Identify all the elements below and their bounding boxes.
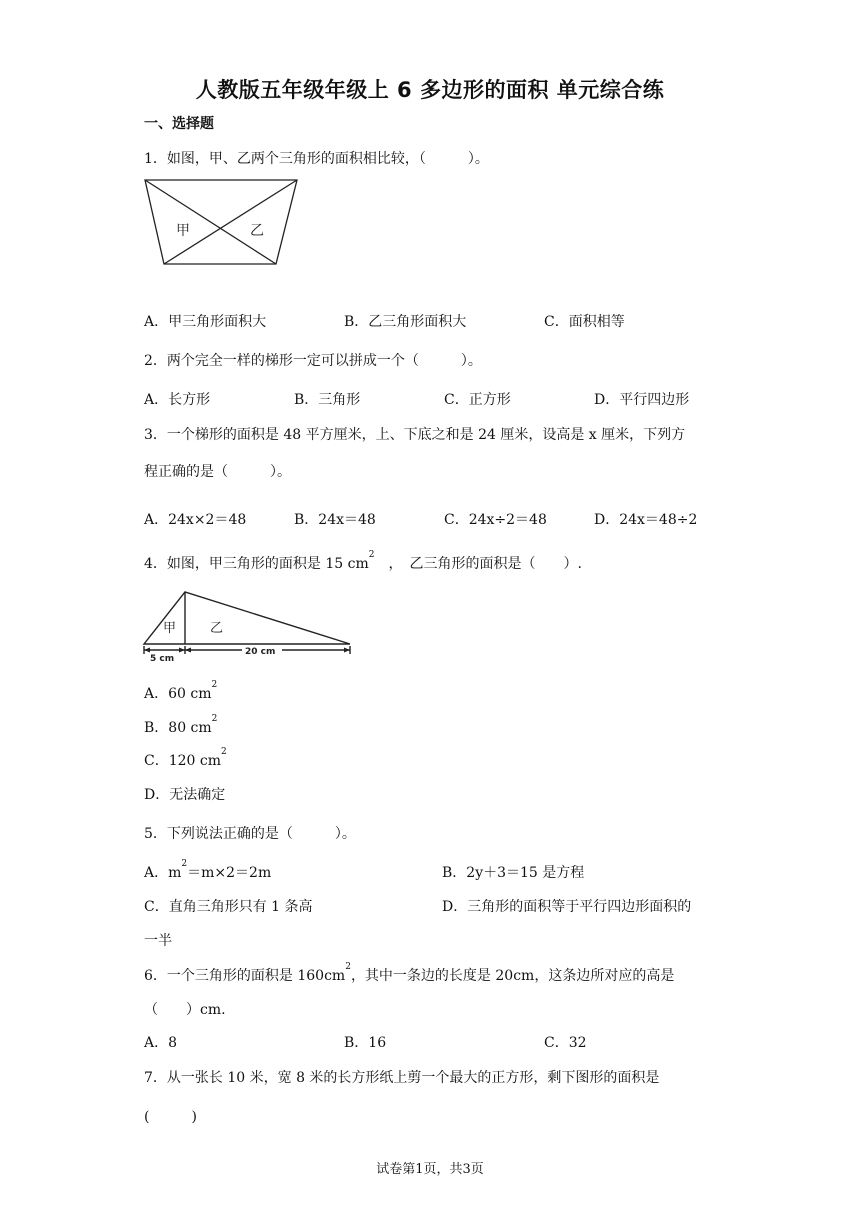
question-5-option-a: A．$m^2=m\times 2=2m$	[144, 859, 272, 881]
question-4-text: 4．如图，甲三角形的面积是 15 $cm^2$ ， 乙三角形的面积是（ ）.	[144, 550, 582, 572]
trapezoid-outline	[145, 180, 297, 264]
figure-label-yi: 乙	[250, 223, 264, 239]
question-4-option-a: A．60 $cm^2$	[144, 680, 218, 702]
question-4-option-b: B．80 $cm^2$	[144, 714, 218, 736]
superscript: 2	[368, 550, 375, 560]
question-3-option-b: B．24x＝48	[294, 512, 376, 528]
question-7-text-line-1: 7．从一张长 10 米，宽 8 米的长方形纸上剪一个最大的正方形，剩下图形的面积是	[144, 1070, 660, 1086]
question-5-option-d: D．三角形的面积等于平行四边形面积的	[442, 899, 692, 915]
dimension-label-20cm: 20 cm	[245, 647, 276, 657]
question-3-text-line-1: 3．一个梯形的面积是 48 平方厘米，上、下底之和是 24 厘米，设高是 x 厘米，下列方	[144, 427, 686, 443]
question-5-option-b: B．2y＋3＝15 是方程	[442, 865, 585, 881]
figure-label-jia: 甲	[163, 621, 177, 636]
question-2-text: 2．两个完全一样的梯形一定可以拼成一个（ ）。	[144, 353, 482, 369]
question-1-option-a: A．甲三角形面积大	[144, 314, 267, 330]
dimension-label-5cm: 5 cm	[150, 654, 175, 662]
triangle-outline	[144, 592, 350, 644]
question-5-text: 5．下列说法正确的是（ ）。	[144, 826, 356, 842]
diagonal-2	[164, 180, 297, 264]
question-6-text-line-2: （ ）cm.	[144, 1002, 226, 1018]
question-6-option-c: C．32	[544, 1035, 587, 1051]
question-6-option-b: B．16	[344, 1035, 387, 1051]
page-footer: 试卷第1页，共3页	[376, 1162, 484, 1177]
question-2-option-b: B．三角形	[294, 392, 361, 408]
diagonal-1	[145, 180, 276, 264]
question-2-option-d: D．平行四边形	[594, 392, 690, 408]
question-2-option-c: C．正方形	[444, 392, 511, 408]
page-title: 人教版五年级年级上 6 多边形的面积 单元综合练	[195, 78, 665, 102]
question-2-option-a: A．长方形	[144, 392, 211, 408]
question-1-figure	[144, 178, 300, 266]
question-6-text-line-1: 6．一个三角形的面积是 $160cm^2$，其中一条边的长度是 20cm，这条边所对应的高是	[144, 962, 675, 984]
question-3-option-d: D．24x＝48÷2	[594, 512, 698, 528]
question-4-option-d: D．无法确定	[144, 787, 226, 803]
question-7-text-line-2: ( )	[144, 1109, 197, 1125]
figure-label-yi: 乙	[210, 621, 224, 636]
question-1-option-c: C．面积相等	[544, 314, 625, 330]
question-3-option-c: C．24x÷2＝48	[444, 512, 547, 528]
question-3-option-a: A．24x×2＝48	[144, 512, 247, 528]
question-1-text: 1．如图，甲、乙两个三角形的面积相比较，（ ）。	[144, 151, 489, 167]
figure-label-jia: 甲	[176, 223, 190, 239]
question-5-option-c: C．直角三角形只有 1 条高	[144, 899, 313, 915]
question-6-option-a: A．8	[144, 1035, 178, 1051]
section-heading: 一、选择题	[144, 116, 214, 132]
question-4-option-c: C．120 $cm^2$	[144, 747, 227, 769]
question-4-figure	[142, 590, 354, 662]
question-1-option-b: B．乙三角形面积大	[344, 314, 467, 330]
question-3-text-line-2: 程正确的是（ ）。	[144, 464, 291, 480]
question-5-option-d-continued: 一半	[144, 933, 172, 949]
